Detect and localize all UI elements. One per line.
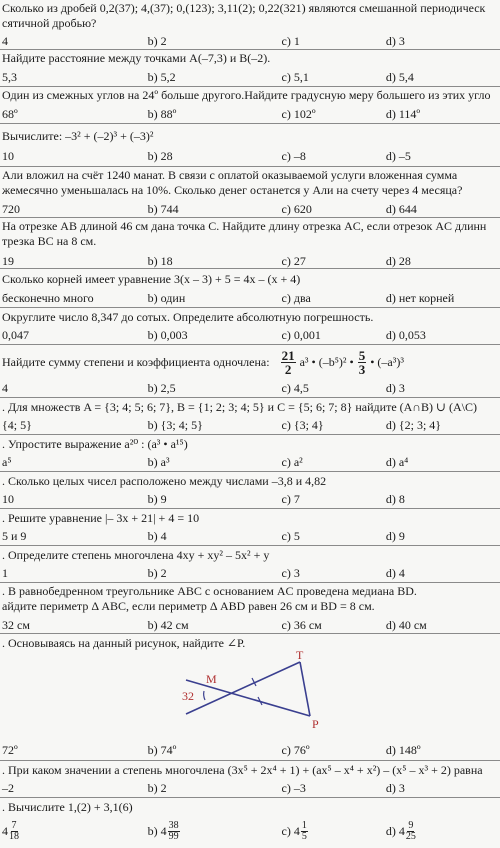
option-a[interactable]: 19 [2,254,14,268]
question-text-continued: сятичной дробью? [2,16,97,30]
line-tp [300,662,310,716]
question-text-continued: трезка BC на 8 см. [2,234,97,248]
answer-options [0,290,500,306]
answer-options [0,201,500,217]
fraction [301,821,308,842]
option-d[interactable]: d) 0,053 [385,328,426,342]
question-text: . При каком значении a степень многочлена (3x⁵ + 2x⁴ + 1) + (ax⁵ – x⁴ + x²) – (x⁵ – x³ + 2) равна [2,763,483,777]
option-d[interactable]: d) 40 см [385,618,427,632]
fraction-denominator: 99 [168,830,179,842]
option-d[interactable]: d) {2; 3; 4} [385,418,442,432]
fraction [9,821,19,842]
option-b[interactable]: b) 74º [147,743,177,757]
option-d[interactable]: d) a⁴ [385,455,409,469]
option-d[interactable]: d) 9 [385,529,405,543]
fraction-numerator: 21 [281,347,295,363]
option-c[interactable]: c) 7 [281,492,300,506]
fraction [358,349,367,376]
option-a[interactable]: бесконечно много [2,291,94,305]
option-d[interactable]: d) нет корней [385,291,455,305]
question-18 [0,798,500,848]
option-b[interactable]: b) 744 [147,202,179,216]
answer-options [0,417,500,433]
fraction-denominator: 25 [405,830,416,842]
question-text: . В равнобедренном треугольнике ABC с основанием AC проведена медиана BD. [2,584,417,598]
option-c[interactable]: c) 5 [281,529,300,543]
question-13 [0,509,500,546]
fraction-numerator: 1 [301,819,307,831]
option-b[interactable]: b) 4 [147,529,167,543]
question-text: . Определите степень многочлена 4xy + xy² – 5x² + y [2,548,270,562]
question-text: . Упростите выражение a²⁰ : (a³ • a¹⁵) [2,437,188,451]
fraction-denominator: 5 [301,830,307,842]
option-d[interactable]: d) 5,4 [385,70,414,84]
question-text: Найдите расстояние между точками A(–7,3) и B(–2). [2,51,271,65]
fraction-denominator: 3 [358,361,366,377]
option-c[interactable]: c) 3 [281,566,300,580]
fraction-denominator: 2 [284,361,292,377]
option-a[interactable]: 0,047 [2,328,29,342]
option-d[interactable]: d) 8 [385,492,405,506]
label-m: M [206,672,217,686]
fraction-denominator: 18 [9,830,19,842]
answer-options [0,253,500,269]
option-d[interactable]: d) 4 [385,566,405,580]
option-b[interactable]: b) 2 [147,781,167,795]
option-a[interactable]: 720 [2,202,20,216]
option-b[interactable]: b) 2,5 [147,381,176,395]
angle-value: 32 [182,689,194,703]
question-text: Один из смежных углов на 24º больше другого.Найдите градусную меру большего из этих угло [2,88,491,102]
question-text: Найдите сумму степени и коэффициента одночлена: [2,355,270,369]
option-c[interactable]: c) a² [281,455,303,469]
option-b[interactable]: b) 0,003 [147,328,188,342]
option-a[interactable]: 32 см [2,618,30,632]
option-prefix: b) 4 [147,824,167,838]
option-b[interactable]: b) 9 [147,492,167,506]
option-d[interactable]: d) 3 [385,781,405,795]
question-text: На отрезке AB длиной 46 см дана точка C. Найдите длину отрезка AC, если отрезок AC длинн [2,219,487,233]
option-prefix: c) 4 [281,824,300,838]
option-d[interactable]: d) 28 [385,254,411,268]
option-c[interactable]: c) 0,001 [281,328,321,342]
angle-arc [204,691,205,700]
answer-options [0,780,500,796]
monomial-tail: • (–a³)³ [370,355,404,369]
question-text: Сколько корней имеет уравнение 3(x – 3) + 5 = 4x – (x + 4) [2,272,301,286]
option-a[interactable]: 5 и 9 [2,529,27,543]
option-b[interactable]: b) 88º [147,107,177,121]
option-c[interactable]: c) –8 [281,149,306,163]
fraction [406,821,416,842]
option-b[interactable]: b) 18 [147,254,173,268]
option-c[interactable]: c) два [281,291,311,305]
option-c[interactable]: c) 5,1 [281,70,309,84]
question-16 [0,634,500,761]
answer-options [0,106,500,122]
answer-options [0,454,500,470]
question-9 [0,345,500,398]
question-10 [0,398,500,435]
option-a[interactable]: 4 [2,34,8,48]
answer-options [0,69,500,85]
option-c[interactable]: c) 27 [281,254,306,268]
option-prefix: d) 4 [385,824,405,838]
question-text: . Сколько целых чисел расположено между числами –3,8 и 4,82 [2,474,327,488]
option-b[interactable]: b) 2 [147,566,167,580]
fraction [281,349,296,376]
question-text-row [0,345,500,377]
option-d[interactable]: d) 3 [385,381,405,395]
option-b[interactable] [146,818,280,844]
option-a[interactable]: 1 [2,566,8,580]
option-a[interactable]: 10 [2,492,14,506]
question-text: . Основываясь на данный рисунок, найдите ∠P. [2,636,246,650]
fraction-numerator: 38 [168,819,179,831]
option-d[interactable]: d) –5 [385,149,411,163]
option-b[interactable]: b) a³ [147,455,170,469]
option-a[interactable]: 10 [2,149,14,163]
answer-options [0,33,500,49]
question-12 [0,472,500,509]
option-c[interactable]: c) 36 см [281,618,322,632]
option-a[interactable]: a⁵ [2,455,12,469]
answer-options [0,148,500,164]
question-11 [0,435,500,472]
option-c[interactable]: c) 4,5 [281,381,309,395]
question-text: Округлите число 8,347 до сотых. Определите абсолютную погрешность. [2,310,374,324]
option-d[interactable]: d) 114º [385,107,421,121]
answer-options [0,491,500,507]
label-t: T [296,648,304,662]
option-a[interactable]: 72º [2,743,18,757]
fraction-numerator: 5 [358,347,366,363]
triangle-diagram [0,650,500,738]
option-c[interactable]: c) 102º [281,107,316,121]
line-mt [186,662,300,714]
answer-options [0,818,500,844]
option-c[interactable] [280,818,384,844]
answer-options [0,617,500,633]
question-text-continued: айдите периметр Δ ABC, если периметр Δ ABD равен 26 см и BD = 8 см. [2,599,375,613]
fraction-numerator: 9 [408,819,414,831]
option-c[interactable]: c) 620 [281,202,312,216]
question-text: . Вычислите 1,(2) + 3,1(6) [2,800,133,814]
option-d[interactable]: d) 644 [385,202,417,216]
question-text: . Решите уравнение |– 3x + 21| + 4 = 10 [2,511,200,525]
answer-options [0,565,500,581]
question-4 [0,124,500,167]
option-b[interactable]: b) один [147,291,186,305]
option-b[interactable]: b) 28 [147,149,173,163]
question-5 [0,167,500,218]
option-a[interactable]: 5,3 [2,70,17,84]
option-b[interactable]: b) 42 см [147,618,189,632]
option-a[interactable]: –2 [2,781,14,795]
option-d[interactable]: d) 148º [385,743,421,757]
question-14 [0,546,500,583]
answer-options [0,327,500,343]
question-text-continued: жемесячно уменьшалась на 10%. Сколько денег останется у Али на счету через 4 месяца? [2,183,463,197]
question-text: Али вложил на счёт 1240 манат. В связи с оплатой оказываемой услуги вложенная сумма [2,168,458,182]
question-1 [0,0,500,50]
option-b[interactable]: b) {3; 4; 5} [147,418,203,432]
question-text: Сколько из дробей 0,2(37); 4,(37); 0,(123); 3,11(2); 0,22(321) являются смешанной периодическ [2,1,486,15]
question-text: Вычислите: –3² + (–2)³ + (–3)² [2,129,154,143]
option-c[interactable]: c) {3; 4} [281,418,324,432]
option-c[interactable]: c) –3 [281,781,306,795]
question-3 [0,87,500,124]
option-c[interactable]: c) 76º [281,743,310,757]
triangle-figure [0,650,500,738]
question-2 [0,50,500,87]
option-b[interactable]: b) 5,2 [147,70,176,84]
option-d[interactable]: d) 3 [385,34,405,48]
question-text: . Для множеств A = {3; 4; 5; 6; 7}, B = {1; 2; 3; 4; 5} и C = {5; 6; 7; 8} найдите (A∩B) ∪ (A\C) [2,400,478,414]
question-17 [0,761,500,798]
question-7 [0,269,500,308]
option-a[interactable]: 4 [2,381,8,395]
question-15 [0,583,500,634]
label-p: P [312,717,319,731]
option-a[interactable] [0,818,146,844]
option-a[interactable]: {4; 5} [2,418,32,432]
option-b[interactable]: b) 2 [147,34,167,48]
fraction [168,821,180,842]
question-8 [0,308,500,345]
answer-options [0,528,500,544]
question-6 [0,218,500,269]
option-c[interactable]: c) 1 [281,34,300,48]
option-d[interactable] [384,818,500,844]
answer-options [0,742,500,758]
answer-options [0,380,500,396]
monomial-middle: a³ • (–b⁵)² • [299,355,354,369]
option-prefix: 4 [2,824,8,838]
fraction-numerator: 7 [11,819,17,831]
option-a[interactable]: 68º [2,107,18,121]
